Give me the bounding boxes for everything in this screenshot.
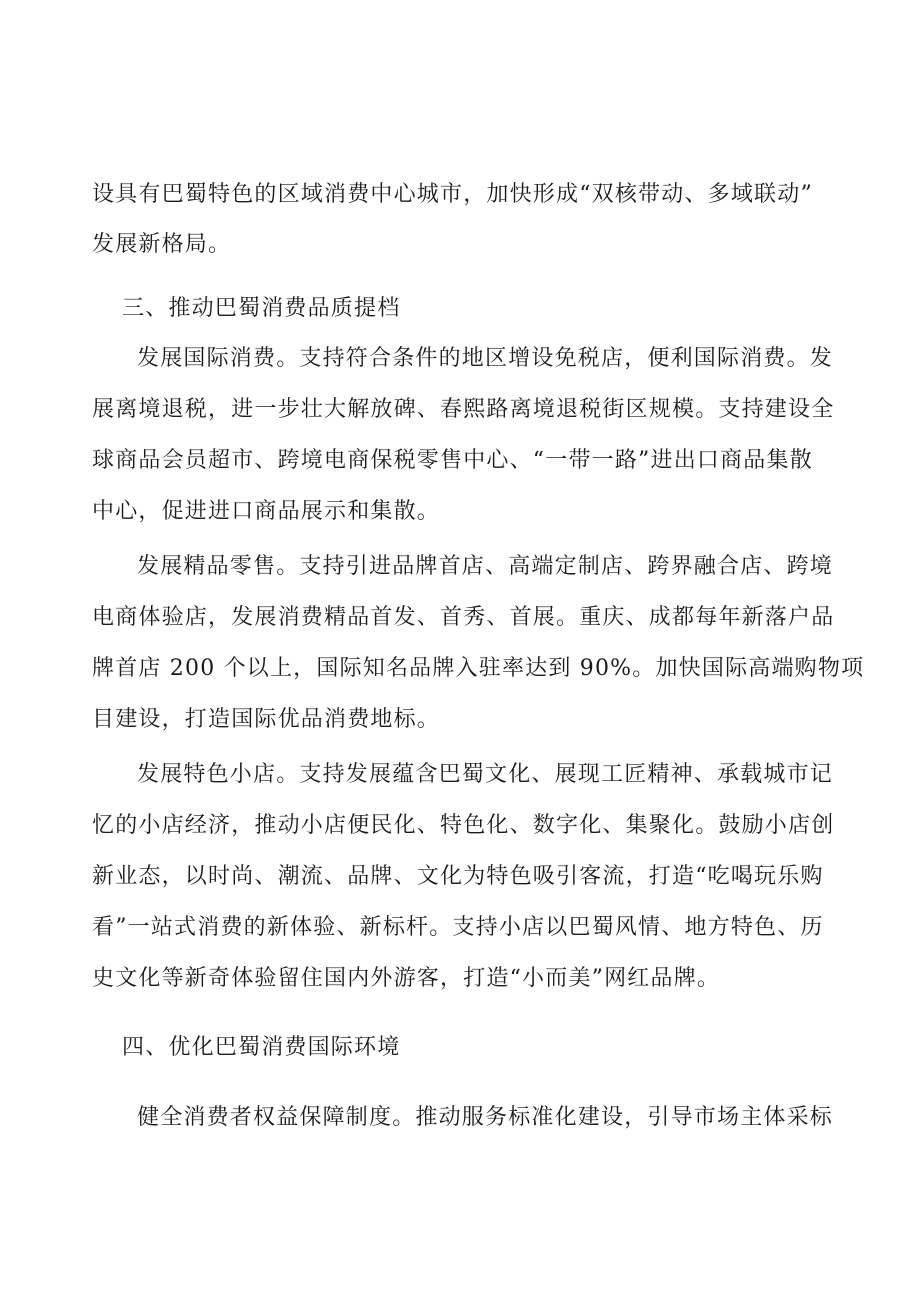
paragraph-line: 展离境退税，进一步壮大解放碑、春熙路离境退税街区规模。支持建设全 [92, 397, 835, 422]
paragraph-line: 发展精品零售。支持引进品牌首店、高端定制店、跨界融合店、跨境 [137, 554, 834, 579]
section-heading: 三、推动巴蜀消费品质提档 [122, 296, 401, 321]
paragraph-line: 球商品会员超市、跨境电商保税零售中心、“一带一路”进出口商品集散 [92, 448, 813, 473]
paragraph-line: 忆的小店经济，推动小店便民化、特色化、数字化、集聚化。鼓励小店创 [92, 813, 835, 838]
paragraph-line: 设具有巴蜀特色的区域消费中心城市，加快形成“双核带动、多域联动” [92, 182, 813, 207]
paragraph-line: 史文化等新奇体验留住国内外游客，打造“小而美”网红品牌。 [92, 966, 721, 991]
paragraph-line: 发展特色小店。支持发展蕴含巴蜀文化、展现工匠精神、承载城市记 [137, 762, 834, 787]
paragraph-line: 中心，促进进口商品展示和集散。 [92, 499, 441, 524]
paragraph-line: 目建设，打造国际优品消费地标。 [92, 707, 441, 732]
paragraph-line: 牌首店 200 个以上，国际知名品牌入驻率达到 90%。加快国际高端购物项 [92, 656, 865, 681]
paragraph-line: 发展国际消费。支持符合条件的地区增设免税店，便利国际消费。发 [137, 346, 834, 371]
paragraph-line: 健全消费者权益保障制度。推动服务标准化建设，引导市场主体采标 [137, 1105, 834, 1130]
paragraph-line: 电商体验店，发展消费精品首发、首秀、首展。重庆、成都每年新落户品 [92, 605, 835, 630]
paragraph-line: 看”一站式消费的新体验、新标杆。支持小店以巴蜀风情、地方特色、历 [92, 915, 824, 940]
paragraph-line: 发展新格局。 [92, 232, 232, 257]
paragraph-line: 新业态，以时尚、潮流、品牌、文化为特色吸引客流，打造“吃喝玩乐购 [92, 864, 824, 889]
section-heading: 四、优化巴蜀消费国际环境 [122, 1035, 401, 1060]
